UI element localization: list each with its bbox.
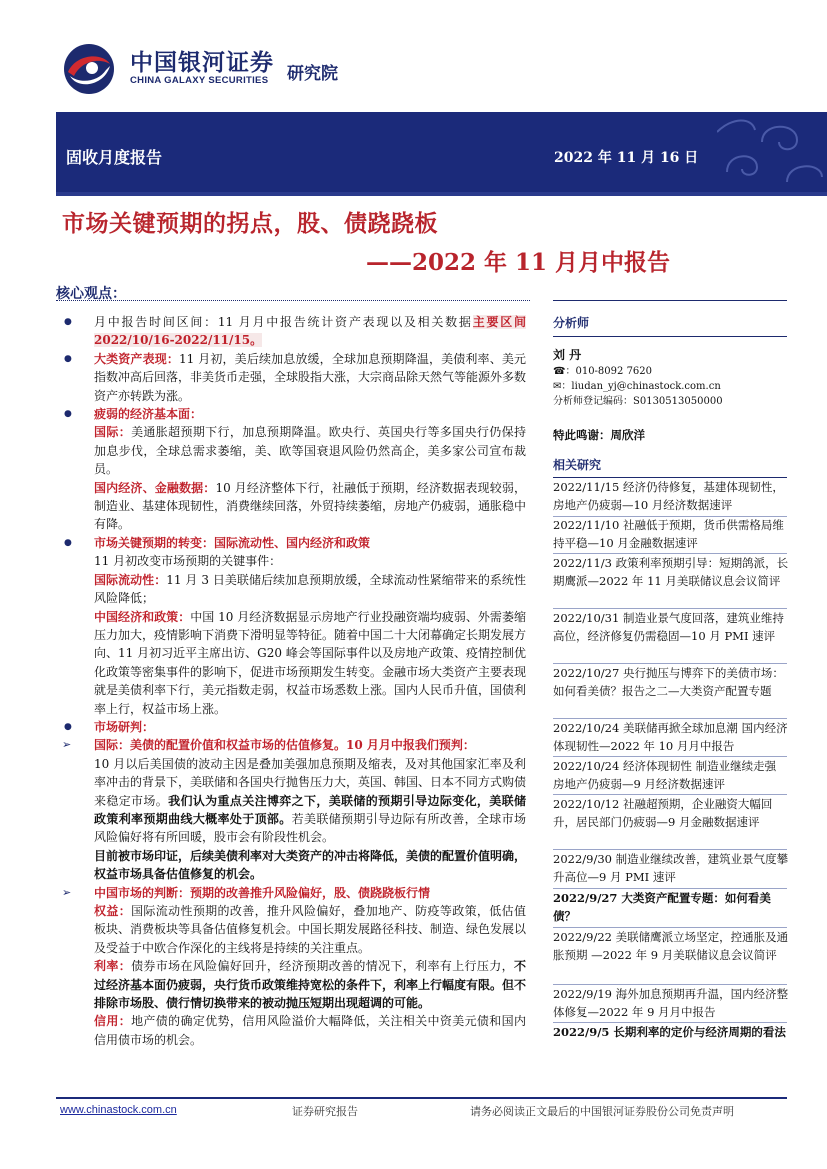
related-divider (553, 888, 787, 889)
market-judgement-label: 市场研判： (94, 719, 155, 734)
related-rule (553, 477, 787, 478)
related-item[interactable]: 2022/11/15 经济仍待修复，基建体现韧性，房地产仍疲弱—10 月经济数据速评 (553, 480, 784, 512)
para-intl-liquidity (60, 571, 526, 608)
arrow-china (60, 884, 526, 902)
domestic-data-text: 10 月经济整体下行，社融低于预期，经济数据表现较弱，制造业、基建体现韧性，消费继续回落，外贸持续萎缩，房地产仍疲弱，通胀稳中有降。 (94, 480, 527, 532)
core-divider (56, 300, 530, 301)
related-divider (553, 1022, 787, 1023)
expectation-shift-label: 市场关键预期的转变：国际流动性、国内经济和政策 (94, 535, 371, 550)
analyst-email[interactable]: liudan_yj@chinastock.com.cn (571, 381, 721, 392)
related-item[interactable]: 2022/9/19 海外加息预期再升温，国内经济整体修复—2022 年 9 月月中报告 (553, 987, 789, 1019)
equity-text: 国际流动性预期的改善，推升风险偏好，叠加地产、防疫等政策，低估值板块、消费板块等具备估值修复机会。中国长期发展路径科技、制造、绿色发展以及受益于中欧合作深化的主线将是持续的关注重点。 (94, 904, 527, 955)
intl-judgement-bold: 我们认为重点关注博弈之下，美联储的预期引导边际变化，美联储政策利率预期曲线大概率处于顶部。 (94, 793, 526, 826)
analyst-reg: 分析师登记编码：S0130513050000 (553, 396, 723, 407)
china-policy-label: 中国经济和政策： (94, 609, 191, 624)
analyst-email-row (553, 379, 787, 394)
key-events-text: 11 月初改变市场预期的关键事件： (94, 554, 282, 569)
time-range-text: 月中报告时间区间：11 月月中报告统计资产表现以及相关数据 (94, 315, 473, 329)
related-item[interactable]: 2022/11/10 社融低于预期，货币供需格局维持平稳—10 月金融数据速评 (553, 518, 784, 550)
bullet-market-judgement (60, 718, 526, 736)
report-subtitle: ——2022 年 11 月月中报告 (366, 249, 671, 276)
asset-performance-label: 大类资产表现： (94, 351, 180, 366)
report-banner (56, 112, 827, 192)
related-item[interactable]: 2022/9/27 大类资产配置专题：如何看美债？ (553, 891, 771, 923)
analyst-info (553, 346, 787, 409)
analyst-block (553, 314, 787, 332)
para-equity (60, 902, 526, 957)
related-divider (553, 663, 787, 664)
rates-label: 利率： (94, 959, 132, 974)
related-divider (553, 849, 787, 850)
footer-rule (56, 1097, 787, 1099)
para-international (60, 423, 526, 478)
analyst-phone: 010-8092 7620 (575, 366, 653, 377)
company-logo (62, 42, 362, 98)
analyst-rule (553, 336, 787, 337)
credit-label: 信用： (94, 1014, 132, 1029)
para-credit (60, 1012, 526, 1049)
international-label: 国际： (94, 425, 132, 440)
company-name-en: CHINA GALAXY SECURITIES (130, 75, 269, 86)
para-intl-confirmed (60, 847, 526, 884)
bullet-time-range (60, 313, 526, 350)
para-domestic-data (60, 479, 526, 534)
related-item[interactable]: 2022/10/12 社融超预期，企业融资大幅回升，居民部门仍疲弱—9 月金融数据速评 (553, 797, 773, 829)
intl-liquidity-label: 国际流动性： (94, 572, 167, 587)
email-icon: ✉： (553, 381, 572, 392)
related-divider (553, 927, 787, 928)
china-judgement-label: 中国市场的判断：预期的改善推升风险偏好，股、债跷跷板行情 (94, 885, 431, 900)
core-viewpoint-heading: 核心观点： (56, 286, 126, 302)
time-range-highlight: 主要区间 2022/10/16-2022/11/15。 (94, 315, 526, 348)
para-key-events (60, 552, 526, 570)
para-china-policy (60, 608, 526, 718)
international-text: 美通胀超预期下行，加息预期降温。欧央行、英国央行等多国央行仍保持加息步伐，全球总需求萎缩，美、欧等国衰退风险仍然高企，美多家公司宣布裁员。 (94, 425, 526, 477)
asset-performance-text: 11 月初，美后续加息放缓，全球加息预期降温，美债利率、美元指数冲高后回落，非美货币走强，全球股指大涨，大宗商品除天然气等能源外多数资产亦转跌为涨。 (94, 351, 527, 403)
related-item[interactable]: 2022/10/31 制造业景气度回落，建筑业维持高位，经济修复仍需稳固—10 月 PMI 速评 (553, 611, 784, 643)
report-date: 2022 年 11 月 16 日 (554, 150, 699, 166)
footer-website-link[interactable]: www.chinastock.com.cn (60, 1104, 177, 1116)
rates-bold: 不过经济基本面仍疲弱，央行货币政策维持宽松的条件下，利率上行幅度有限。但不排除市场股、债行情切换带来的被动抛压短期出现超调的可能。 (94, 959, 527, 1011)
analyst-phone-row (553, 364, 787, 379)
related-heading-block (553, 456, 787, 474)
credit-text: 地产债的确定优势，信用风险溢价大幅降低，关注相关中资美元债和国内信用债市场的机会。 (94, 1014, 526, 1047)
para-rates (60, 957, 526, 1012)
footer-report-label: 证券研究报告 (292, 1105, 358, 1118)
related-item[interactable]: 2022/10/24 经济体现韧性 制造业继续走强 房地产仍疲弱—9 月经济数据速评 (553, 759, 777, 791)
intl-judgement-text1: 10 月以后美国债的波动主因是叠加美强加息预期及缩表，及对其他国家汇率及利率冲击的背景下，美联储和各国央行抛售压力大，英国、韩国、日本不同方式购债来稳定市场。 (94, 756, 527, 808)
related-divider (553, 608, 787, 609)
related-item[interactable]: 2022/11/3 政策利率预期引导：短期鸽派，长期鹰派—2022 年 11 月美联储议息会议简评 (553, 556, 789, 588)
footer-disclaimer: 请务必阅读正文最后的中国银河证券股份公司免责声明 (470, 1105, 734, 1118)
sidebar-top-rule (553, 300, 787, 301)
intl-judgement-text2: 若美联储预期引导边际有所改善，全球市场风险偏好将有所回暖，股市会有阶段性机会。 (94, 811, 526, 845)
equity-label: 权益： (94, 904, 132, 918)
thanks-block (553, 426, 787, 444)
bullet-asset-performance (60, 350, 526, 405)
related-divider (553, 984, 787, 985)
intl-liquidity-text: 11 月 3 日美联储后续加息预期放缓，全球流动性紧缩带来的系统性风险降低； (94, 572, 526, 606)
galaxy-logo-icon (62, 42, 116, 96)
report-type: 固收月度报告 (66, 148, 163, 167)
report-title: 市场关键预期的拐点，股、债跷跷板 (62, 210, 438, 237)
rates-text: 债券市场在风险偏好回升，经济预期改善的情况下，利率有上行压力， (131, 959, 514, 974)
related-divider (553, 794, 787, 795)
related-item[interactable]: 2022/9/5 长期利率的定价与经济周期的看法 (553, 1025, 786, 1039)
related-item[interactable]: 2022/9/30 制造业继续改善，建筑业景气度攀升高位—9 月 PMI 速评 (553, 852, 789, 884)
para-intl-judgement (60, 755, 526, 847)
intl-judgement-label: 国际：美债的配置价值和权益市场的估值修复。10 月月中报我们预判： (94, 738, 475, 753)
related-divider (553, 718, 787, 719)
phone-icon: ☎： (553, 366, 576, 377)
related-item[interactable]: 2022/10/24 美联储再掀全球加息潮 国内经济体现韧性—2022 年 10 月月中报告 (553, 721, 788, 753)
banner-underline (56, 192, 827, 196)
thanks-text: 特此鸣谢：周欣洋 (553, 428, 645, 442)
bullet-weak-economy (60, 405, 526, 423)
institute-label: 研究院 (287, 64, 338, 84)
analyst-heading: 分析师 (553, 316, 590, 330)
related-item[interactable]: 2022/10/27 央行抛压与博弈下的美债市场：如何看美债？报告之二—大类资产配置专题 (553, 666, 784, 698)
main-column (60, 313, 526, 1049)
related-heading: 相关研究 (553, 458, 602, 472)
weak-economy-label: 疲弱的经济基本面： (94, 407, 203, 422)
arrow-international (60, 736, 526, 754)
intl-confirmed-text: 目前被市场印证，后续美债利率对大类资产的冲击将降低，美债的配置价值明确，权益市场具备估值修复的机会。 (94, 848, 527, 882)
related-divider (553, 756, 787, 757)
related-divider (553, 553, 787, 554)
analyst-name: 刘 丹 (553, 348, 582, 362)
china-policy-text: 中国 10 月经济数据显示房地产行业投融资端均疲弱、外需萎缩压力加大，疫情影响下消费下滑明显等特征。随着中国二十大闭幕确定长期发展方向、11 月初习近平主席出访、G20 峰会等国际事件以及房地产政策、疫情控制优化政策等密集事件的影响下，促进市场预期发生转变。金融市场大类资产主要表现就是美债利率下行，美元指数走弱，权益市场悉数上涨。国内人民币升值，国债利率上行，权益市场上涨。 (94, 609, 527, 716)
bullet-expectation-shift (60, 534, 526, 552)
company-name-cn: 中国银河证券 (130, 50, 274, 76)
cloud-pattern-icon (717, 112, 827, 192)
domestic-data-label: 国内经济、金融数据： (94, 480, 216, 495)
related-item[interactable]: 2022/9/22 美联储鹰派立场坚定，控通胀及通胀预期 —2022 年 9 月美联储议息会议简评 (553, 930, 789, 962)
